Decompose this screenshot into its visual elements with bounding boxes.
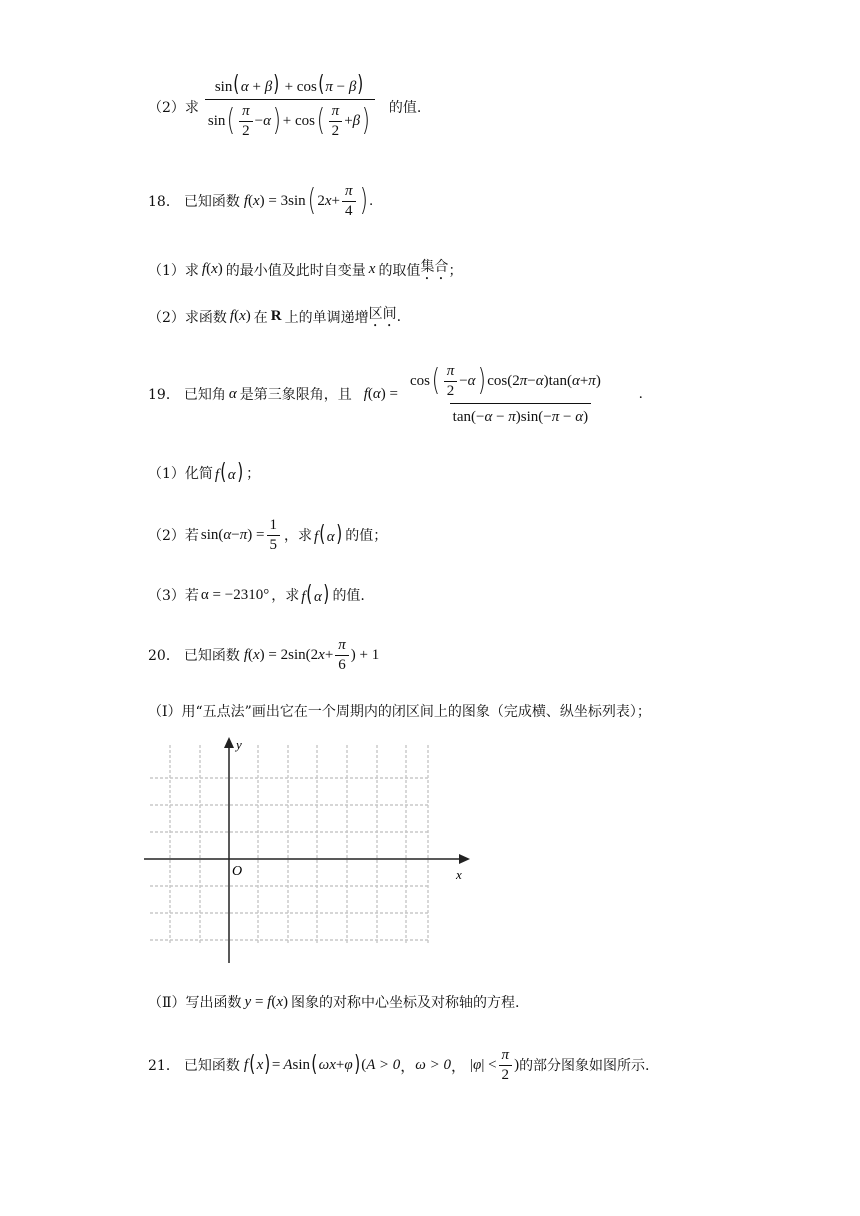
q17-fraction: sin(α + β) + cos(π − β) sin ( $\frac{\pi}{2}$ − α ) + cos ( $\frac{\pi}{2}$ + β ) bbox=[205, 74, 375, 140]
q19-part3-mid: ，求 bbox=[271, 588, 300, 604]
q19-part3 bbox=[148, 584, 365, 606]
q21-cond1: A > 0 bbox=[366, 1056, 401, 1073]
q18-number: 18． bbox=[148, 194, 180, 211]
q19-part2-tail: 的值； bbox=[345, 528, 388, 545]
q21-stem bbox=[148, 1046, 650, 1085]
q21-tail: 的部分图象如图所示. bbox=[519, 1058, 650, 1075]
q20-stem bbox=[148, 636, 379, 675]
y-axis-arrow-icon bbox=[224, 737, 234, 748]
q19-part2-prefix: （2）若 bbox=[148, 528, 199, 545]
q21-number: 21． bbox=[148, 1058, 180, 1075]
q20-part2 bbox=[148, 992, 519, 1012]
q19-part3-tail: 的值. bbox=[332, 588, 365, 604]
q20-function: f ( x ) = 2sin(2 x + $\frac{\pi}{6}$ ) + 1 bbox=[243, 637, 380, 673]
q19-part1-func: f(α) bbox=[214, 460, 243, 485]
q18-part1-func: f(x) bbox=[201, 261, 223, 277]
q20-part2-tail: 图象的对称中心坐标及对称轴的方程. bbox=[291, 995, 520, 1011]
q19-part3-prefix: （3）若 bbox=[148, 588, 199, 604]
q18-stem bbox=[148, 182, 373, 221]
q19-alpha: α bbox=[228, 385, 237, 402]
y-axis-label: y bbox=[236, 737, 242, 752]
q18-part2-end: . bbox=[396, 308, 402, 325]
q18-part1-tail: 的取值 bbox=[378, 262, 421, 279]
q20-number: 20． bbox=[148, 648, 180, 665]
grid-lines bbox=[150, 745, 430, 945]
q19-intro-mid: 是第三象限角，且 bbox=[239, 387, 352, 404]
q21-cond2: ω > 0 bbox=[415, 1056, 451, 1073]
q19-part2 bbox=[148, 516, 387, 555]
q17-part2 bbox=[148, 74, 421, 140]
q18-part1-var: x bbox=[368, 261, 376, 277]
q17-part2-prefix: （2）求 bbox=[148, 100, 199, 117]
q18-part1-end: ； bbox=[448, 262, 463, 279]
q18-part2-prefix: （2）求函数 bbox=[148, 309, 227, 326]
q19-part1-label: （1）化简 bbox=[148, 466, 213, 482]
q18-part1-emphasis: 集合 bbox=[420, 259, 449, 275]
q18-part2-R: R bbox=[270, 308, 282, 324]
q19-part2-func: f(α) bbox=[314, 522, 342, 548]
q18-part1-mid: 的最小值及此时自变量 bbox=[225, 262, 366, 279]
x-axis-arrow-icon bbox=[459, 854, 470, 864]
q20-part2-func: y = f(x) bbox=[244, 993, 288, 1010]
q18-part2-emphasis: 区间 bbox=[368, 306, 397, 322]
q21-intro: 已知函数 bbox=[183, 1058, 240, 1075]
q18-part2-tail: 上的单调递增 bbox=[284, 309, 369, 326]
q21-function: f ( x ) = A sin ( ωx + φ ) ( A > 0 ， ω > 0 ， |φ| < $\frac{\pi}{2}$ ) bbox=[243, 1047, 520, 1083]
q20-coordinate-grid bbox=[140, 735, 480, 970]
q20-part2-prefix: （Ⅱ）写出函数 bbox=[148, 995, 242, 1011]
q19-intro: 已知角 bbox=[183, 387, 226, 404]
q18-intro: 已知函数 bbox=[183, 194, 240, 211]
q18-function: f ( x ) = 3sin ( 2 x + $\frac{\pi}{4}$ ) . bbox=[243, 183, 373, 219]
q19-part2-cond: sin( α − π ) = $\frac{1}{5}$ bbox=[201, 516, 282, 555]
q20-part1 bbox=[148, 701, 651, 721]
q20-part1-text: （Ⅰ）用“五点法”画出它在一个周期内的闭区间上的图象（完成横、纵坐标列表）； bbox=[148, 704, 651, 720]
q18-part2 bbox=[148, 303, 401, 330]
q19-part2-mid: ，求 bbox=[284, 528, 312, 545]
q18-part2-func: f(x) bbox=[229, 308, 251, 324]
q19-part3-value: α = −2310° bbox=[200, 586, 270, 603]
q19-stem bbox=[148, 362, 643, 426]
q19-part1 bbox=[148, 462, 260, 484]
origin-label: O bbox=[232, 864, 243, 879]
q18-part1-prefix: （1）求 bbox=[148, 262, 199, 279]
q20-intro: 已知函数 bbox=[183, 648, 240, 665]
q19-part1-end: ； bbox=[246, 466, 261, 482]
q18-part2-mid: 在 bbox=[253, 309, 268, 326]
q17-part2-suffix: 的值. bbox=[388, 100, 422, 117]
q19-part3-func: f(α) bbox=[301, 582, 330, 607]
q19-function: f ( α ) = cos ( $\frac{\pi}{2}$ − α ) cos(2 π − α )tan( α + π ) tan(−α − π)sin(−π − α) . bbox=[363, 363, 643, 425]
x-axis-label: x bbox=[456, 867, 462, 882]
q18-part1 bbox=[148, 256, 462, 283]
q19-number: 19． bbox=[148, 387, 180, 404]
